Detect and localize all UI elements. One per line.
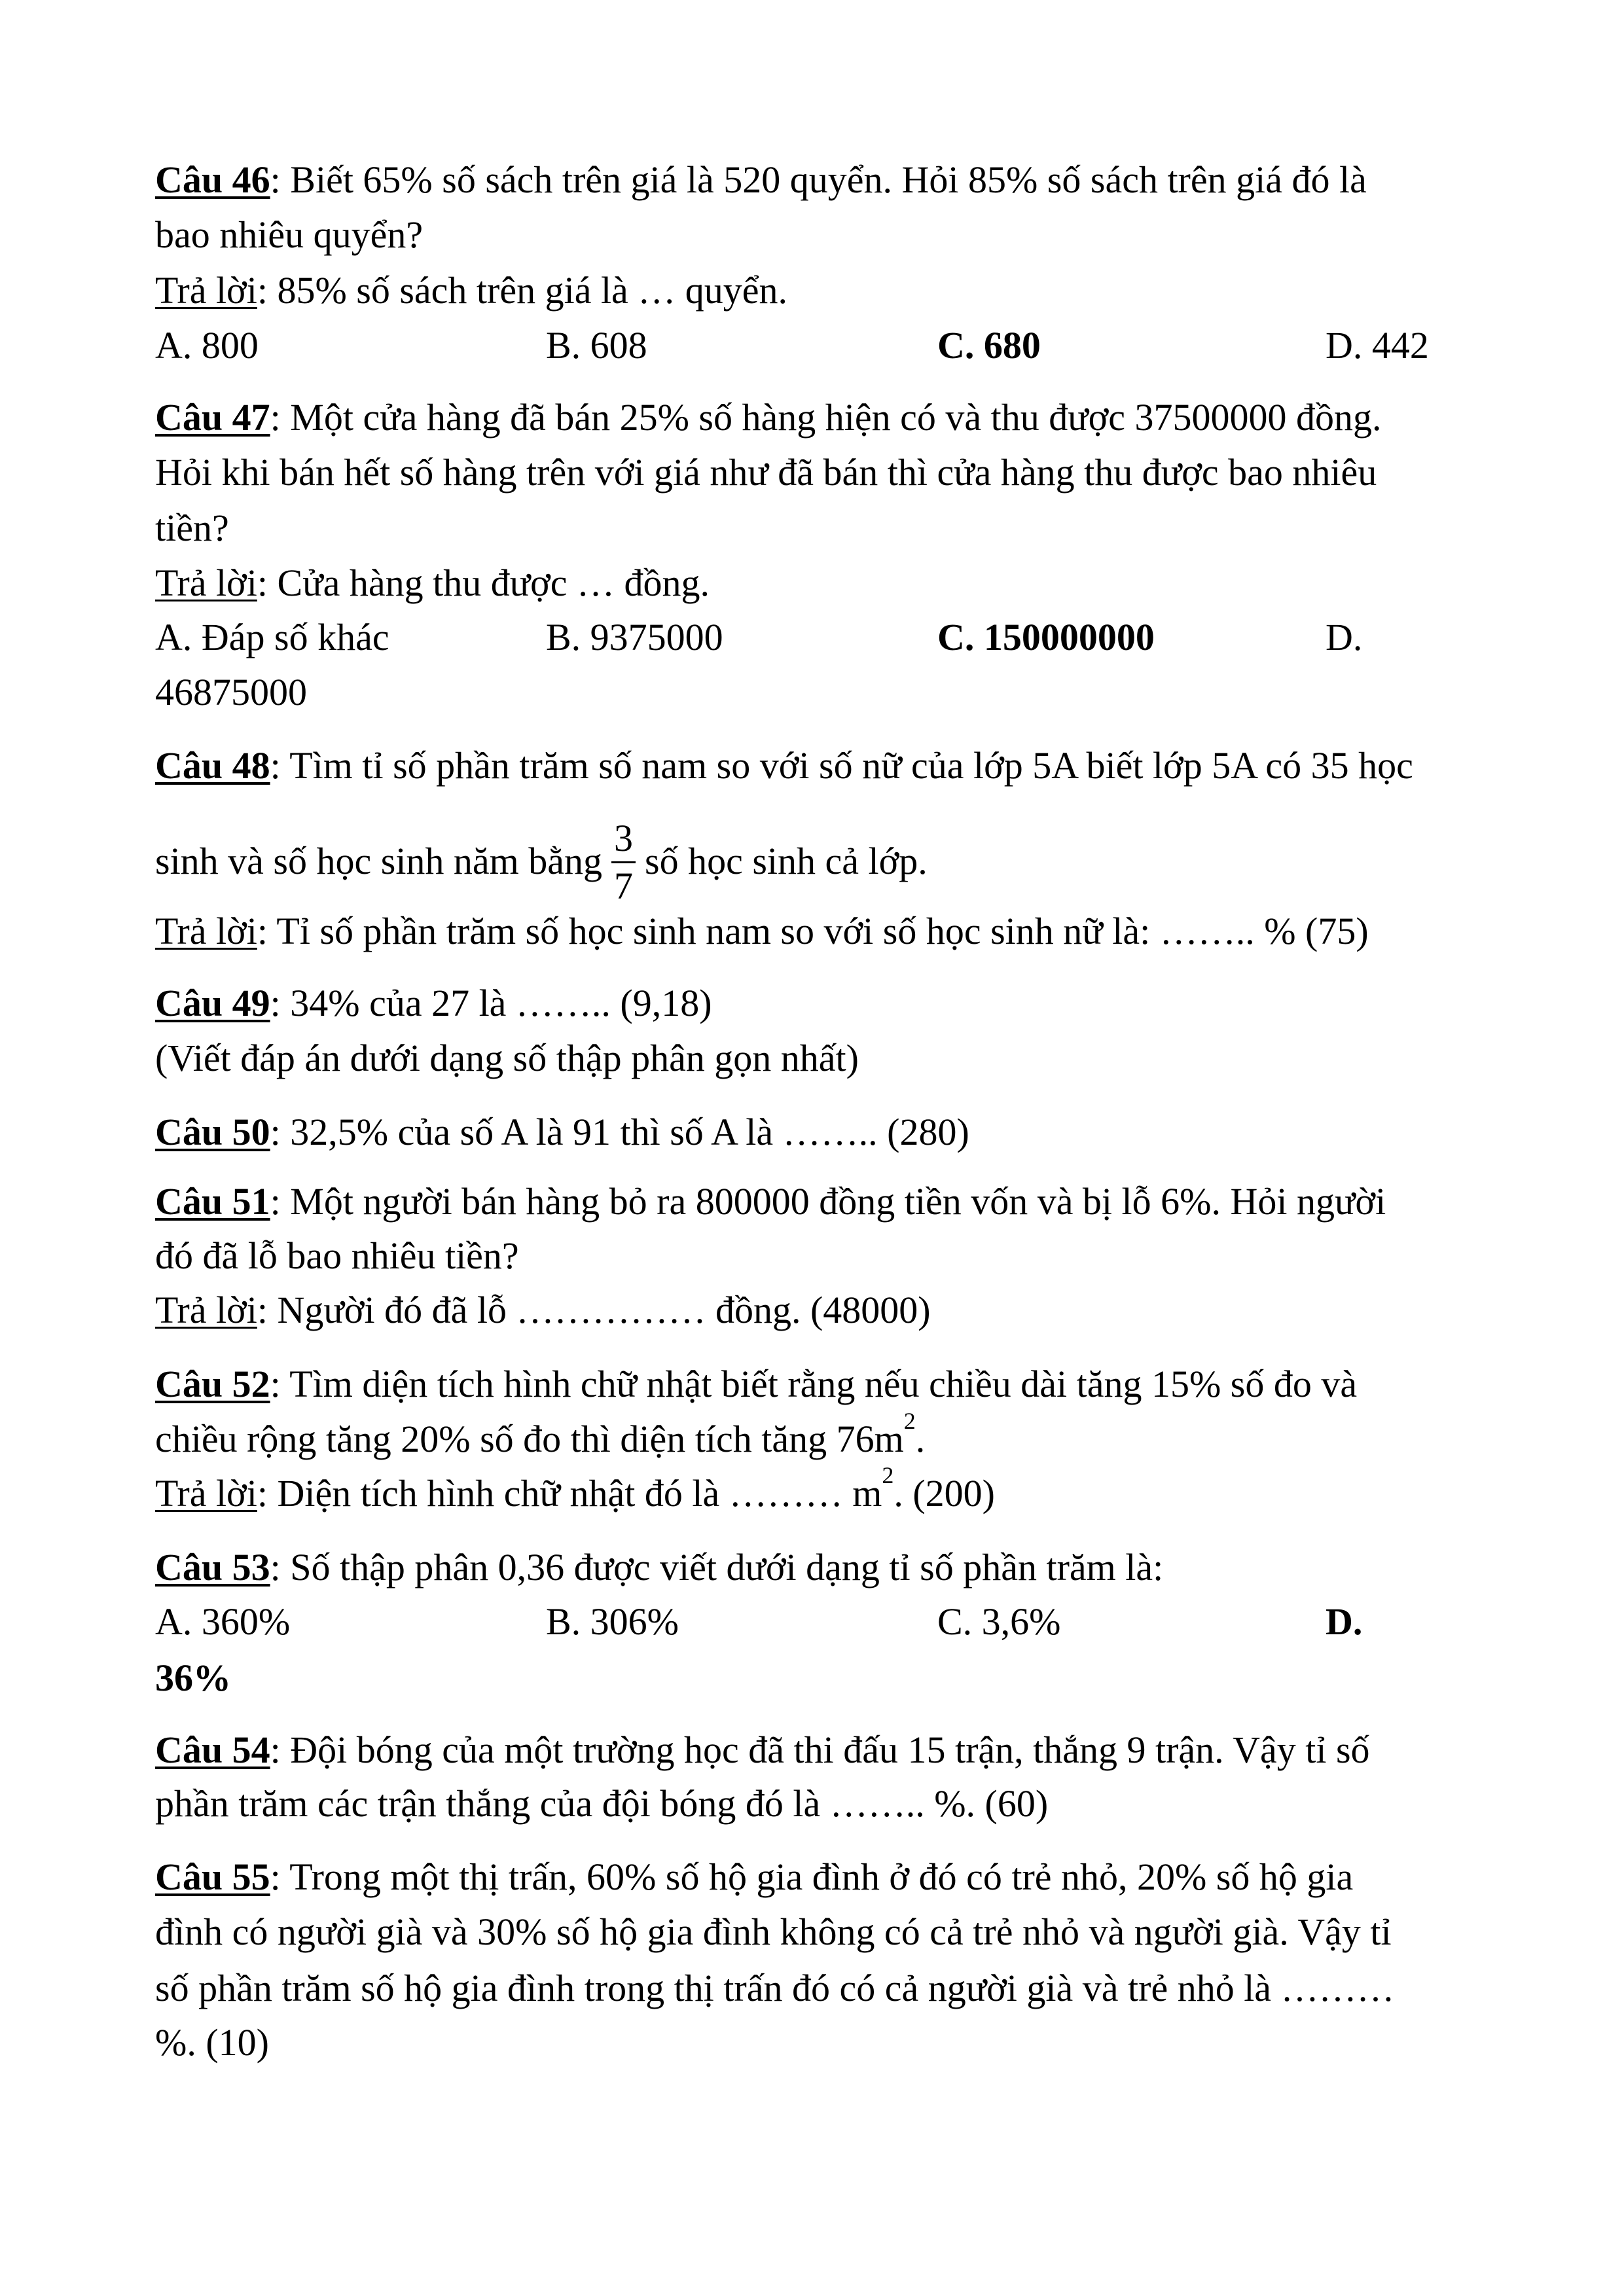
answer-text: : Diện tích hình chữ nhật đó là ……… m — [257, 1472, 882, 1515]
question-text-line: số phần trăm số hộ gia đình trong thị trấn đó có cả người già và trẻ nhỏ là ……… — [155, 1967, 1395, 2009]
question-48 — [155, 738, 1413, 793]
question-text: sinh và số học sinh năm bằng — [155, 839, 603, 882]
question-label: Câu 47 — [155, 396, 270, 439]
question-text: : 34% của 27 là …….. (9,18) — [270, 982, 712, 1024]
question-text: số học sinh cả lớp. — [645, 839, 928, 882]
question-label: Câu 55 — [155, 1856, 270, 1898]
question-46 — [155, 152, 1367, 207]
question-text-line: Hỏi khi bán hết số hàng trên với giá như đã bán thì cửa hàng thu được bao nhiêu — [155, 451, 1377, 493]
answer-text: : 85% số sách trên giá là … quyển. — [257, 269, 788, 312]
options-row — [155, 1594, 1464, 1649]
question-text: . — [915, 1418, 926, 1460]
question-text-line: %. (10) — [155, 2021, 269, 2064]
answer-label: Trả lời — [155, 1472, 257, 1515]
answer-line — [155, 1283, 931, 1338]
question-55 — [155, 1850, 1353, 1905]
question-label: Câu 53 — [155, 1546, 270, 1588]
question-label: Câu 46 — [155, 158, 270, 201]
question-label: Câu 51 — [155, 1180, 270, 1223]
option-c-correct: C. 150000000 — [937, 616, 1155, 658]
answer-label: Trả lời — [155, 1289, 257, 1331]
question-text-line: tiền? — [155, 507, 229, 549]
question-54 — [155, 1723, 1370, 1778]
superscript: 2 — [882, 1462, 894, 1488]
question-label: Câu 52 — [155, 1363, 270, 1405]
question-text: : Một cửa hàng đã bán 25% số hàng hiện có và thu được 37500000 đồng. — [270, 396, 1382, 439]
question-text-line: phần trăm các trận thắng của đội bóng đó là …….. %. (60) — [155, 1782, 1049, 1825]
option-b: B. 9375000 — [546, 616, 723, 658]
question-text: : 32,5% của số A là 91 thì số A là …….. (280) — [270, 1111, 969, 1153]
question-text: : Tìm tỉ số phần trăm số nam so với số nữ của lớp 5A biết lớp 5A có 35 học — [270, 744, 1413, 787]
fraction — [611, 816, 636, 909]
option-c-correct: C. 680 — [937, 324, 1041, 367]
question-label: Câu 48 — [155, 744, 270, 787]
question-52 — [155, 1357, 1357, 1412]
question-label: Câu 49 — [155, 982, 270, 1024]
question-text-line — [155, 817, 928, 907]
option-a: A. 800 — [155, 324, 259, 367]
question-50 — [155, 1105, 969, 1160]
answer-text: : Người đó đã lỗ …………… đồng. (48000) — [257, 1289, 931, 1331]
question-text-line — [155, 1408, 926, 1467]
question-label: Câu 54 — [155, 1729, 270, 1771]
option-d: D. 442 — [1326, 324, 1429, 367]
option-b: B. 608 — [546, 324, 647, 367]
question-label: Câu 50 — [155, 1111, 270, 1153]
question-text: : Đội bóng của một trường học đã thi đấu 15 trận, thắng 9 trận. Vậy tỉ số — [270, 1729, 1370, 1771]
question-text: : Số thập phân 0,36 được viết dưới dạng tỉ số phần trăm là: — [270, 1546, 1164, 1588]
option-d-correct: D. — [1326, 1600, 1363, 1643]
question-51 — [155, 1174, 1386, 1229]
question-49 — [155, 976, 712, 1031]
answer-text: : Cửa hàng thu được … đồng. — [257, 562, 710, 604]
options-row — [155, 318, 1464, 373]
option-d-continuation: 36% — [155, 1657, 231, 1699]
question-text: : Tìm diện tích hình chữ nhật biết rằng nếu chiều dài tăng 15% số đo và — [270, 1363, 1358, 1405]
option-d-continuation: 46875000 — [155, 671, 307, 713]
fraction-denominator: 7 — [614, 865, 634, 907]
question-text-line: bao nhiêu quyển? — [155, 213, 424, 256]
question-text: : Biết 65% số sách trên giá là 520 quyển. Hỏi 85% số sách trên giá đó là — [270, 158, 1367, 201]
option-b: B. 306% — [546, 1600, 679, 1643]
answer-line — [155, 904, 1369, 959]
answer-text: . (200) — [893, 1472, 995, 1515]
question-text: : Một người bán hàng bỏ ra 800000 đồng tiền vốn và bị lỗ 6%. Hỏi người — [270, 1180, 1386, 1223]
answer-label: Trả lời — [155, 562, 257, 604]
question-text: chiều rộng tăng 20% số đo thì diện tích tăng 76m — [155, 1418, 904, 1460]
question-text-line: đó đã lỗ bao nhiêu tiền? — [155, 1234, 519, 1277]
question-text: : Trong một thị trấn, 60% số hộ gia đình ở đó có trẻ nhỏ, 20% số hộ gia — [270, 1856, 1354, 1898]
option-a: A. Đáp số khác — [155, 616, 389, 658]
answer-line — [155, 263, 787, 318]
answer-label: Trả lời — [155, 269, 257, 312]
question-note: (Viết đáp án dưới dạng số thập phân gọn nhất) — [155, 1037, 859, 1079]
answer-text: : Tỉ số phần trăm số học sinh nam so với số học sinh nữ là: …….. % (75) — [257, 910, 1369, 952]
option-d: D. — [1326, 616, 1363, 658]
answer-line — [155, 556, 710, 611]
answer-label: Trả lời — [155, 910, 257, 952]
question-47 — [155, 390, 1382, 445]
superscript: 2 — [903, 1408, 916, 1434]
option-c: C. 3,6% — [937, 1600, 1061, 1643]
question-text-line: đình có người già và 30% số hộ gia đình không có cả trẻ nhỏ và người già. Vậy tỉ — [155, 1910, 1392, 1953]
options-row — [155, 610, 1464, 665]
question-53 — [155, 1540, 1163, 1595]
answer-line — [155, 1462, 995, 1521]
fraction-numerator: 3 — [611, 816, 636, 863]
option-a: A. 360% — [155, 1600, 291, 1643]
